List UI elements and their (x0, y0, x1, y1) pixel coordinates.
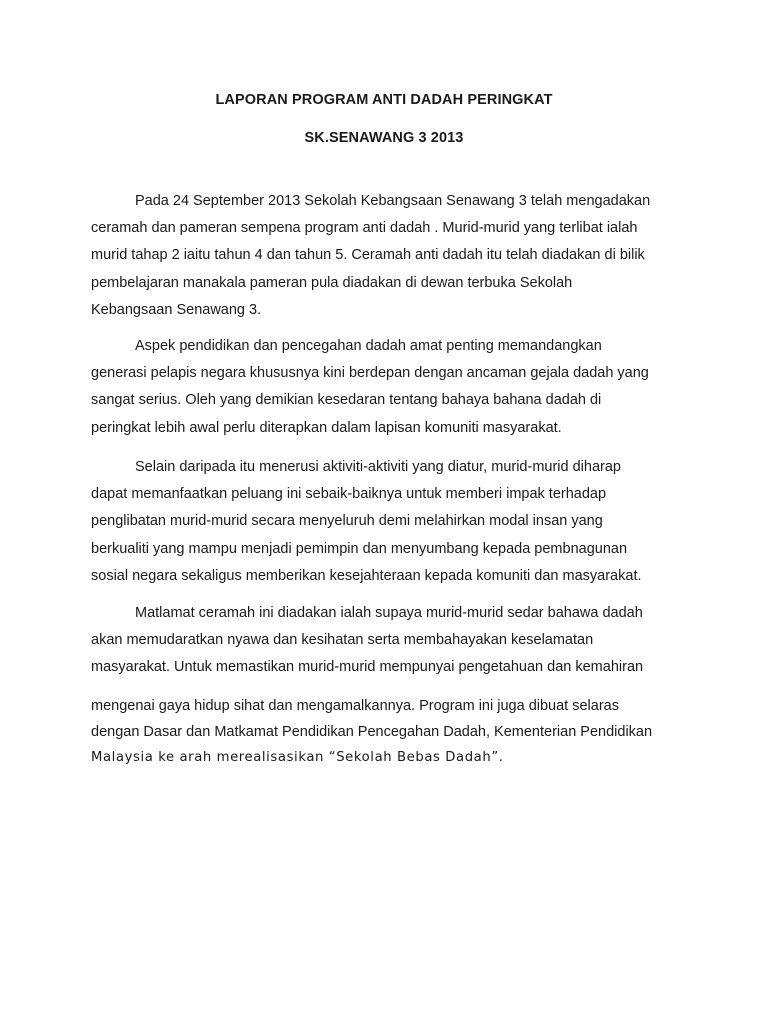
paragraph-line: Selain daripada itu menerusi aktiviti-aktiviti yang diatur, murid-murid diharap (135, 459, 621, 475)
paragraph-line: Aspek pendidikan dan pencegahan dadah amat penting memandangkan (135, 338, 602, 354)
paragraph-line: dapat memanfaatkan peluang ini sebaik-baiknya untuk memberi impak terhadap (91, 486, 607, 503)
paragraph-line: ceramah dan pameran sempena program anti dadah . Murid-murid yang terlibat ialah (91, 220, 638, 237)
paragraph-line: sangat serius. Oleh yang demikian kesedaran tentang bahaya bahana dadah di (91, 392, 602, 409)
paragraph-line: Matlamat ceramah ini diadakan ialah supaya murid-murid sedar bahawa dadah (135, 605, 643, 621)
paragraph-line: peringkat lebih awal perlu diterapkan dalam lapisan komuniti masyarakat. (91, 419, 562, 436)
paragraph-line: berkualiti yang mampu menjadi pemimpin dan menyumbang kepada pembnagunan (91, 540, 628, 557)
paragraph-line: Pada 24 September 2013 Sekolah Kebangsaan Senawang 3 telah mengadakan (135, 193, 651, 209)
paragraph-line: akan memudaratkan nyawa dan kesihatan serta membahayakan keselamatan (91, 632, 594, 649)
paragraph-line: masyarakat. Untuk memastikan murid-murid mempunyai pengetahuan dan kemahiran (91, 659, 644, 676)
report-title: LAPORAN PROGRAM ANTI DADAH PERINGKAT (215, 92, 553, 108)
paragraph-line: dengan Dasar dan Matkamat Pendidikan Pencegahan Dadah, Kementerian Pendidikan (91, 724, 653, 740)
paragraph-line: mengenai gaya hidup sihat dan mengamalkannya. Program ini juga dibuat selaras (91, 698, 619, 714)
report-subtitle: SK.SENAWANG 3 2013 (304, 130, 464, 146)
paragraph-line: murid tahap 2 iaitu tahun 4 dan tahun 5. Ceramah anti dadah itu telah diadakan di bilik (91, 247, 645, 264)
paragraph-line: generasi pelapis negara khususnya kini berdepan dengan ancaman gejala dadah yang (91, 365, 649, 382)
paragraph-1 (91, 188, 691, 324)
paragraph-2 (91, 333, 691, 442)
paragraph-line: sosial negara sekaligus memberikan kesejahteraan kepada komuniti dan masyarakat. (91, 567, 642, 584)
paragraph-line: pembelajaran manakala pameran pula diadakan di dewan terbuka Sekolah (91, 274, 573, 291)
paragraph-line: Malaysia ke arah merealisasikan “Sekolah Bebas Dadah”. (91, 750, 504, 765)
paragraph-5 (91, 693, 691, 771)
paragraph-3 (91, 454, 691, 590)
paragraph-line: penglibatan murid-murid secara menyeluruh demi melahirkan modal insan yang (91, 513, 603, 530)
paragraph-4 (91, 600, 691, 682)
paragraph-line: Kebangsaan Senawang 3. (91, 301, 262, 318)
